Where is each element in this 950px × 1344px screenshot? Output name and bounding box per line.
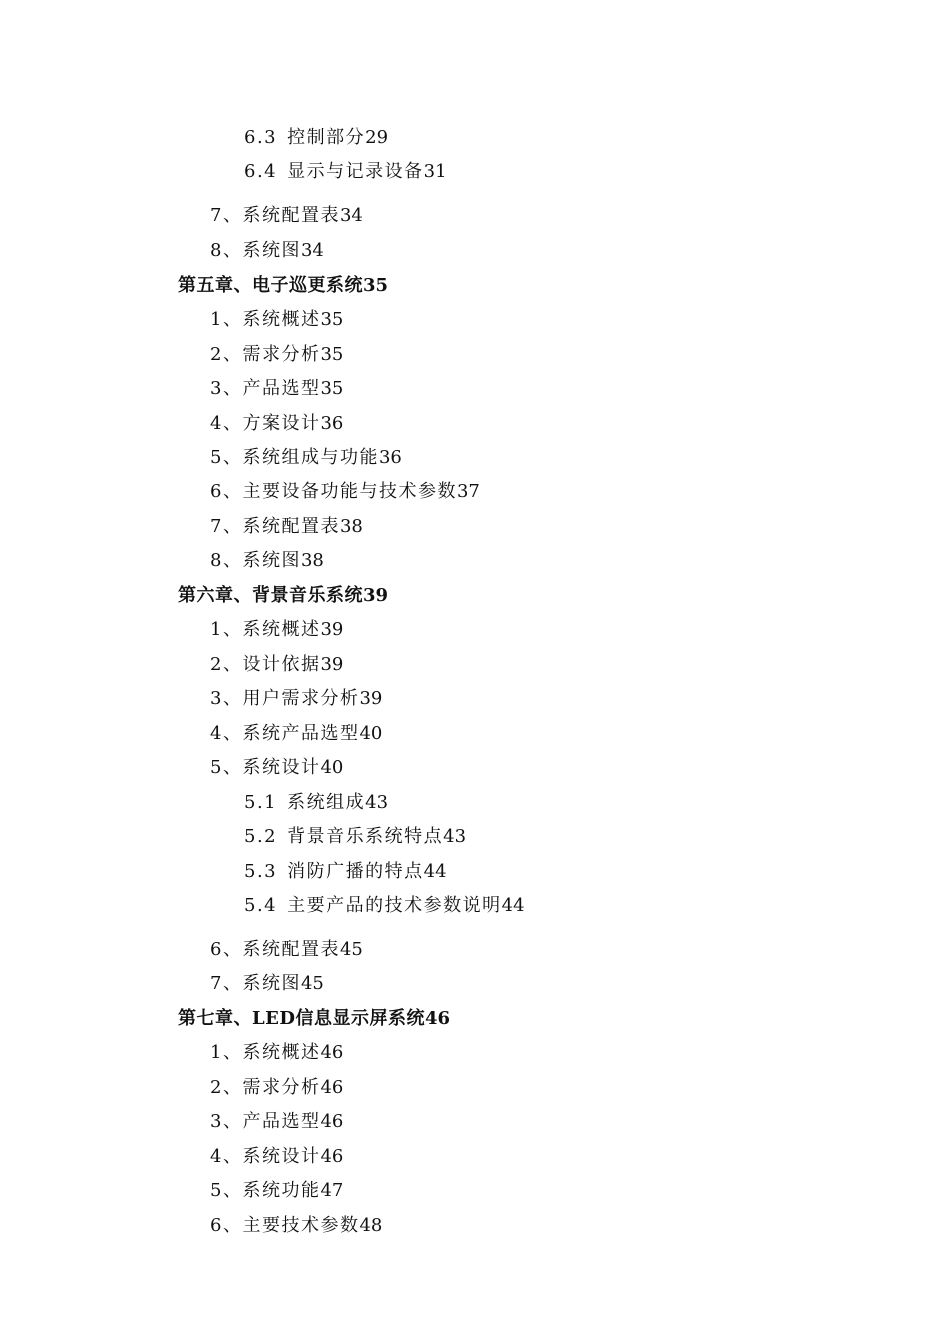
- toc-entry: [210, 1145, 343, 1169]
- toc-number: 5、: [210, 1180, 243, 1201]
- toc-title: 设计依据: [242, 654, 321, 675]
- toc-number: 3、: [210, 378, 243, 399]
- toc-chapter: [178, 584, 388, 608]
- toc-entry: [210, 480, 480, 504]
- toc-chapter: [178, 274, 388, 298]
- toc-page: 29: [365, 127, 389, 148]
- toc-title: 电子巡更系统: [252, 275, 363, 296]
- toc-title: 系统图: [242, 240, 301, 261]
- toc-title: 系统组成: [287, 792, 366, 813]
- toc-number: 6.4: [244, 161, 278, 182]
- toc-number: 4、: [210, 723, 243, 744]
- toc-title: 消防广播的特点: [287, 861, 424, 882]
- toc-page: 45: [339, 939, 363, 960]
- toc-page: 39: [363, 585, 389, 606]
- toc-number: 3、: [210, 688, 243, 709]
- toc-page: 36: [320, 413, 344, 434]
- toc-number: 6、: [210, 939, 243, 960]
- toc-number: 第六章、: [178, 585, 252, 606]
- toc-title: 主要产品的技术参数说明: [287, 895, 502, 916]
- toc-page: 35: [320, 309, 344, 330]
- toc-entry: [210, 756, 343, 780]
- toc-page: 39: [320, 654, 344, 675]
- toc-page: 45: [300, 973, 324, 994]
- toc-number: 8、: [210, 550, 243, 571]
- toc-title: 系统产品选型: [242, 723, 360, 744]
- toc-page: 44: [501, 895, 525, 916]
- toc-number: 第七章、: [178, 1008, 252, 1029]
- toc-page: 47: [320, 1180, 344, 1201]
- toc-number: 第五章、: [178, 275, 252, 296]
- toc-page: 44: [423, 861, 447, 882]
- toc-title: 系统图: [242, 550, 301, 571]
- toc-title: 需求分析: [242, 344, 321, 365]
- toc-title: 系统组成与功能: [242, 447, 379, 468]
- toc-entry: [210, 239, 324, 263]
- toc-entry: [210, 412, 343, 436]
- toc-page: 35: [363, 275, 389, 296]
- toc-chapter: [178, 1007, 450, 1031]
- toc-entry: [210, 377, 343, 401]
- toc-page: 34: [339, 205, 363, 226]
- toc-entry: [210, 722, 382, 746]
- toc-title: LED信息显示屏系统: [252, 1008, 425, 1029]
- toc-title: 系统配置表: [242, 939, 340, 960]
- toc-page: 40: [320, 757, 344, 778]
- toc-entry: [210, 938, 363, 962]
- toc-entry: [244, 860, 447, 884]
- toc-page: 46: [425, 1008, 451, 1029]
- toc-number: 7、: [210, 516, 243, 537]
- toc-title: 系统概述: [242, 309, 321, 330]
- toc-entry: [210, 1041, 343, 1065]
- toc-number: 1、: [210, 309, 243, 330]
- toc-number: 4、: [210, 413, 243, 434]
- toc-number: 5.3: [244, 861, 278, 882]
- toc-entry: [210, 308, 343, 332]
- toc-entry: [210, 446, 402, 470]
- toc-title: 显示与记录设备: [287, 161, 424, 182]
- toc-entry: [210, 343, 343, 367]
- toc-entry: [210, 1214, 382, 1238]
- toc-page: 46: [320, 1111, 344, 1132]
- toc-title: 系统概述: [242, 1042, 321, 1063]
- toc-page: 46: [320, 1146, 344, 1167]
- toc-title: 用户需求分析: [242, 688, 360, 709]
- toc-title: 方案设计: [242, 413, 321, 434]
- toc-page: 31: [423, 161, 447, 182]
- toc-entry: [244, 126, 388, 150]
- toc-entry: [244, 825, 466, 849]
- toc-number: 5.4: [244, 895, 278, 916]
- toc-number: 3、: [210, 1111, 243, 1132]
- toc-entry: [210, 549, 324, 573]
- toc-number: 2、: [210, 344, 243, 365]
- toc-number: 8、: [210, 240, 243, 261]
- toc-title: 背景音乐系统: [252, 585, 363, 606]
- toc-page: 37: [456, 481, 480, 502]
- toc-entry: [244, 160, 447, 184]
- toc-entry: [210, 515, 363, 539]
- toc-entry: [210, 1179, 343, 1203]
- toc-title: 主要技术参数: [242, 1215, 360, 1236]
- toc-page: 48: [359, 1215, 383, 1236]
- toc-number: 6、: [210, 1215, 243, 1236]
- toc-number: 7、: [210, 205, 243, 226]
- toc-number: 6.3: [244, 127, 278, 148]
- toc-title: 系统概述: [242, 619, 321, 640]
- toc-page: 39: [320, 619, 344, 640]
- toc-number: 4、: [210, 1146, 243, 1167]
- toc-title: 系统设计: [242, 1146, 321, 1167]
- toc-page: 36: [378, 447, 402, 468]
- toc-page: 43: [365, 792, 389, 813]
- toc-entry: [210, 972, 324, 996]
- toc-number: 2、: [210, 1077, 243, 1098]
- toc-title: 系统设计: [242, 757, 321, 778]
- toc-entry: [210, 204, 363, 228]
- toc-page: 34: [300, 240, 324, 261]
- toc-page: 35: [320, 378, 344, 399]
- toc-title: 背景音乐系统特点: [287, 826, 444, 847]
- toc-number: 5、: [210, 447, 243, 468]
- toc-entry: [210, 1076, 343, 1100]
- toc-page: 46: [320, 1042, 344, 1063]
- toc-entry: [210, 687, 382, 711]
- toc-number: 6、: [210, 481, 243, 502]
- toc-title: 系统功能: [242, 1180, 321, 1201]
- toc-entry: [244, 791, 388, 815]
- toc-number: 5.2: [244, 826, 278, 847]
- toc-title: 产品选型: [242, 378, 321, 399]
- toc-page: 38: [300, 550, 324, 571]
- toc-title: 系统配置表: [242, 205, 340, 226]
- toc-title: 系统图: [242, 973, 301, 994]
- toc-number: 2、: [210, 654, 243, 675]
- toc-title: 控制部分: [287, 127, 366, 148]
- toc-page: 35: [320, 344, 344, 365]
- toc-entry: [210, 618, 343, 642]
- toc-page: 38: [339, 516, 363, 537]
- toc-page: 39: [359, 688, 383, 709]
- toc-page: 46: [320, 1077, 344, 1098]
- toc-title: 系统配置表: [242, 516, 340, 537]
- toc-number: 7、: [210, 973, 243, 994]
- toc-entry: [210, 653, 343, 677]
- toc-entry: [244, 894, 525, 918]
- toc-title: 需求分析: [242, 1077, 321, 1098]
- toc-title: 主要设备功能与技术参数: [242, 481, 457, 502]
- toc-entry: [210, 1110, 343, 1134]
- toc-page: 40: [359, 723, 383, 744]
- toc-title: 产品选型: [242, 1111, 321, 1132]
- toc-number: 5、: [210, 757, 243, 778]
- toc-number: 5.1: [244, 792, 278, 813]
- toc-number: 1、: [210, 619, 243, 640]
- toc-number: 1、: [210, 1042, 243, 1063]
- toc-page: 43: [443, 826, 467, 847]
